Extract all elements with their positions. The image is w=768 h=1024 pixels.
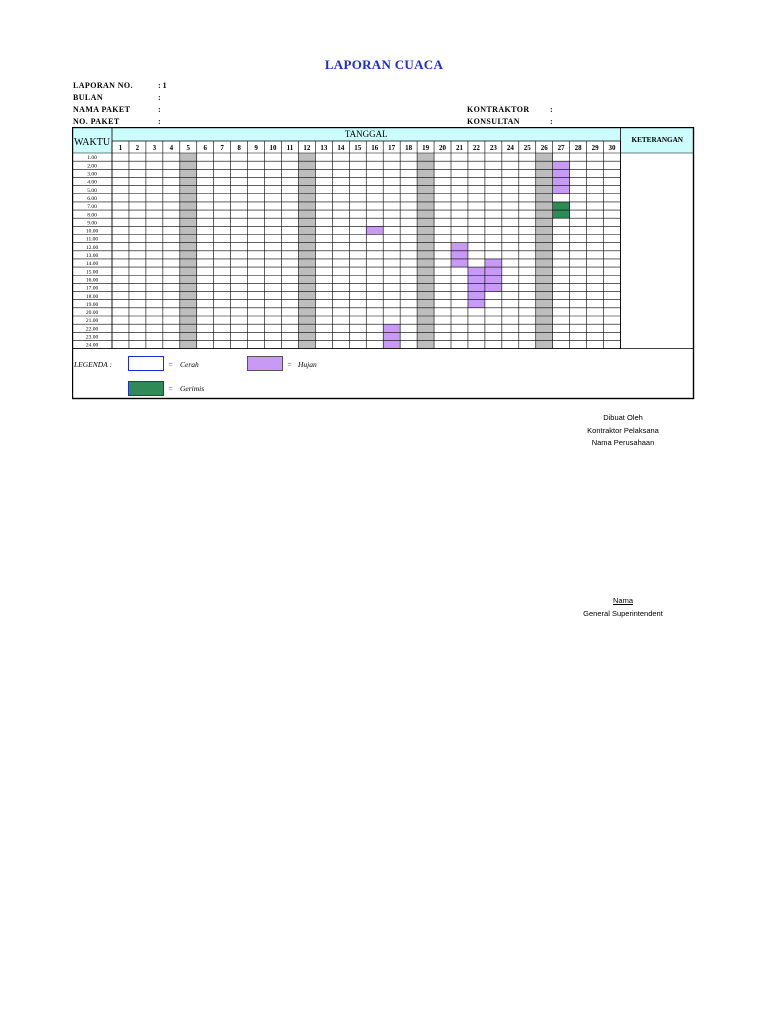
day-number: 16: [371, 144, 379, 152]
day-number: 26: [540, 144, 548, 152]
day-number: 12: [303, 144, 311, 152]
day-number: 21: [455, 144, 463, 152]
hour-label: 17.00: [85, 285, 99, 292]
day-number: 29: [591, 144, 599, 152]
hour-label: 1.00: [87, 155, 97, 162]
hujan-cell: [383, 324, 400, 332]
day-number: 23: [489, 144, 497, 152]
legend-gerimis-label: Gerimis: [180, 384, 205, 393]
day-number: 18: [405, 144, 413, 152]
nama-paket-label: NAMA PAKET: [73, 105, 131, 114]
hour-label: 14.00: [85, 261, 99, 268]
hour-label: 9.00: [87, 220, 97, 227]
day-number: 5: [186, 144, 191, 152]
day-number: 25: [523, 144, 531, 152]
day-number: 2: [135, 144, 140, 152]
report-title: LAPORAN CUACA: [324, 57, 444, 72]
hour-label: 19.00: [85, 301, 99, 308]
day-number: 10: [269, 144, 277, 152]
hour-label: 22.00: [85, 326, 99, 333]
signature-position: General Superintendent: [583, 609, 663, 618]
hour-label: 21.00: [85, 318, 99, 325]
hour-label: 6.00: [87, 195, 97, 202]
no-paket-value: :: [158, 117, 161, 126]
day-number: 15: [354, 144, 362, 152]
day-number: 7: [220, 144, 224, 152]
day-number: 1: [118, 144, 123, 152]
hujan-cell: [383, 340, 400, 348]
day-number: 14: [337, 144, 345, 152]
day-number: 30: [608, 144, 616, 152]
nama-paket-value: :: [158, 105, 161, 114]
hujan-cell: [468, 283, 485, 291]
hour-label: 8.00: [87, 212, 97, 219]
day-number: 3: [152, 144, 157, 152]
day-number: 24: [506, 144, 514, 152]
legend-gerimis-prefix: =: [168, 384, 174, 393]
day-number: 9: [254, 144, 258, 152]
hujan-cell: [451, 243, 468, 251]
hour-label: 23.00: [85, 334, 99, 341]
hour-label: 5.00: [87, 187, 97, 194]
hour-label: 20.00: [85, 310, 99, 317]
tanggal-header: TANGGAL: [344, 129, 388, 139]
legend-hujan-label: Hujan: [298, 360, 317, 369]
day-number: 11: [286, 144, 294, 152]
kontraktor-value: :: [550, 105, 553, 114]
bulan-value: :: [158, 93, 161, 102]
hujan-cell: [553, 186, 570, 194]
hour-label: 10.00: [85, 228, 99, 235]
hour-label: 4.00: [87, 179, 97, 186]
signature-company: Nama Perusahaan: [591, 438, 655, 447]
signature-contractor: Kontraktor Pelaksana: [587, 426, 659, 435]
hour-label: 13.00: [85, 253, 99, 259]
day-number: 28: [574, 144, 582, 152]
bulan-label: BULAN: [73, 93, 104, 102]
hour-label: 2.00: [87, 163, 97, 170]
day-number: 22: [472, 144, 480, 152]
legend-label: LEGENDA :: [74, 360, 112, 369]
hujan-cell: [485, 259, 502, 267]
gerimis-cell: [553, 202, 570, 210]
kontraktor-label: KONTRAKTOR: [467, 105, 530, 114]
day-number: 13: [320, 144, 328, 152]
konsultan-value: :: [550, 117, 553, 126]
hujan-cell: [451, 251, 468, 259]
no-paket-label: NO. PAKET: [73, 117, 120, 126]
hujan-cell: [485, 283, 502, 291]
hour-label: 3.00: [87, 171, 97, 178]
hujan-cell: [553, 161, 570, 169]
signature-made-by: Dibuat Oleh: [603, 413, 643, 422]
day-number: 20: [439, 144, 447, 152]
day-number: 4: [169, 144, 174, 152]
keterangan-header: KETERANGAN: [631, 136, 684, 144]
hujan-cell: [468, 292, 485, 300]
legend-hujan-swatch: [247, 356, 283, 371]
hour-label: 7.00: [87, 204, 97, 211]
weather-table: [72, 127, 696, 407]
hour-label: 16.00: [85, 277, 99, 284]
hujan-cell: [553, 169, 570, 177]
hour-label: 24.00: [85, 342, 99, 349]
legend-cerah-label: Cerah: [180, 360, 199, 369]
gerimis-cell: [553, 210, 570, 218]
waktu-header: WAKTU: [73, 137, 111, 148]
day-number: 27: [557, 144, 565, 152]
day-number: 6: [203, 144, 207, 152]
legend-cerah-swatch: [128, 356, 164, 371]
legend-cerah-prefix: =: [168, 360, 174, 369]
hour-label: 12.00: [85, 244, 99, 251]
konsultan-label: KONSULTAN: [467, 117, 520, 126]
day-number: 17: [388, 144, 396, 152]
hujan-cell: [468, 300, 485, 308]
legend-gerimis-swatch: [128, 381, 164, 396]
hujan-cell: [468, 275, 485, 283]
laporan-no-value: : 1: [158, 81, 167, 90]
signature-name: Nama: [612, 596, 633, 605]
weather-table-svg: [72, 127, 696, 402]
hour-label: 15.00: [85, 269, 99, 276]
legend-hujan-prefix: =: [287, 360, 293, 369]
hujan-cell: [485, 275, 502, 283]
hujan-cell: [485, 267, 502, 275]
hour-label: 11.00: [85, 236, 99, 243]
day-number: 19: [422, 144, 430, 152]
laporan-no-label: LAPORAN NO.: [73, 81, 133, 90]
hujan-cell: [468, 267, 485, 275]
hujan-cell: [383, 332, 400, 340]
hujan-cell: [366, 226, 383, 234]
day-number: 8: [237, 144, 241, 152]
hujan-cell: [451, 259, 468, 267]
hujan-cell: [553, 177, 570, 185]
hour-label: 18.00: [85, 293, 99, 300]
